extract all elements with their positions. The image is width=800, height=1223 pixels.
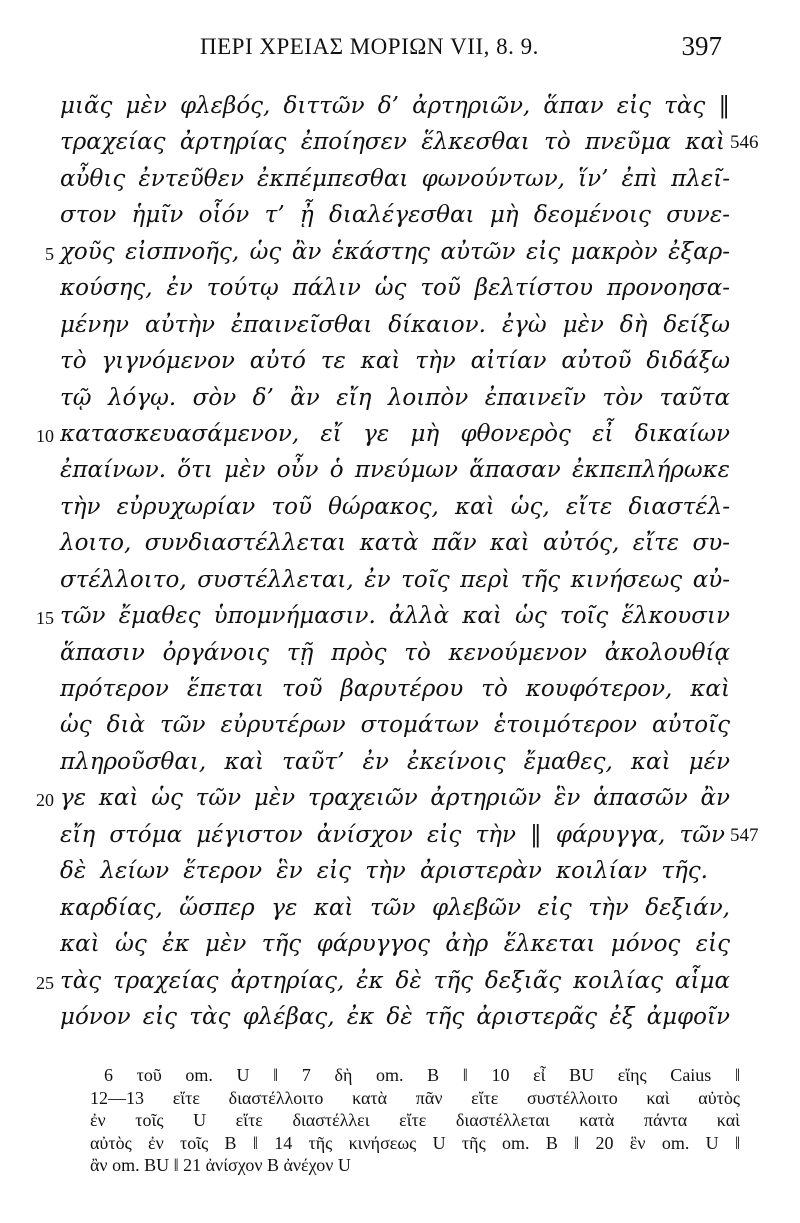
- line-number: 25: [36, 972, 54, 993]
- line-text: τὸ γιγνόμενον αὐτό τε καὶ τὴν αἰτίαν αὐτοῦ διδάξω: [60, 348, 730, 375]
- text-line: [0, 635, 800, 671]
- line-text: λοιτο, συνδιαστέλλεται κατὰ πᾶν καὶ αὐτός, εἴτε συ-: [60, 530, 730, 557]
- text-line: [0, 926, 800, 962]
- line-text: τραχείας ἀρτηρίας ἐποίησεν ἕλκεσθαι τὸ πνεῦμα καὶ: [60, 129, 725, 156]
- line-text: τὰς τραχείας ἀρτηρίας, ἐκ δὲ τῆς δεξιᾶς κοιλίας αἷμα: [60, 967, 730, 994]
- line-text: καρδίας, ὥσπερ γε καὶ τῶν φλεβῶν εἰς τὴν δεξιάν,: [60, 894, 730, 921]
- text-line: [0, 452, 800, 488]
- line-number: 5: [45, 243, 54, 264]
- line-text: ἅπασιν ὀργάνοις τῇ πρὸς τὸ κενούμενον ἀκολουθίᾳ: [60, 639, 730, 666]
- apparatus-line: [0, 1087, 800, 1110]
- page-number: 397: [681, 31, 722, 61]
- margin-reference: 546: [730, 132, 759, 154]
- line-text: μένην αὐτὴν ἐπαινεῖσθαι δίκαιον. ἐγὼ μὲν δὴ δείξω: [60, 311, 730, 338]
- apparatus-line: [0, 1109, 800, 1132]
- page-header: [60, 31, 750, 74]
- apparatus-text: ἐν τοῖς U εἴτε διαστέλλει εἴτε διαστέλλεται κατὰ πάντα καὶ: [90, 1110, 740, 1130]
- line-text: καὶ ὡς ἐκ μὲν τῆς φάρυγγος ἀὴρ ἕλκεται μόνος εἰς: [60, 931, 730, 958]
- text-line: [0, 124, 800, 160]
- apparatus-text: αὐτὸς ἐν τοῖς B ‖ 14 τῆς κινήσεως U τῆς om. B ‖ 20 ἓν om. U ‖: [90, 1132, 740, 1153]
- line-text: ἐπαίνων. ὅτι μὲν οὖν ὁ πνεύμων ἅπασαν ἐκπεπλήρωκε: [60, 457, 730, 484]
- margin-reference: 547: [730, 824, 759, 846]
- text-line: [0, 234, 800, 270]
- line-text: τῷ λόγῳ. σὸν δ’ ἂν εἴη λοιπὸν ἐπαινεῖν τὸν ταῦτα: [60, 384, 730, 411]
- main-text: [0, 88, 800, 1035]
- line-text: μόνον εἰς τὰς φλέβας, ἐκ δὲ τῆς ἀριστερᾶς ἐξ ἀμφοῖν: [60, 1003, 730, 1030]
- line-text: στον ἡμῖν οἷόν τ’ ᾖ διαλέγεσθαι μὴ δεομένοις συνε-: [60, 202, 730, 229]
- text-line: [0, 890, 800, 926]
- text-line: [0, 88, 800, 124]
- line-text: εἴη στόμα μέγιστον ἀνίσχον εἰς τὴν ‖ φάρυγγα, τῶν: [60, 821, 725, 848]
- line-text: πρότερον ἕπεται τοῦ βαρυτέρου τὸ κουφότερον, καὶ: [60, 676, 730, 702]
- line-text: κατασκευασάμενον, εἴ γε μὴ φθονερὸς εἶ δικαίων: [60, 420, 730, 447]
- text-line: [0, 853, 800, 889]
- text-line: [0, 489, 800, 525]
- line-text: ὡς διὰ τῶν εὐρυτέρων στομάτων ἑτοιμότερον αὐτοῖς: [60, 712, 730, 739]
- line-text: στέλλοιτο, συστέλλεται, ἐν τοῖς περὶ τῆς κινήσεως αὐ-: [60, 566, 730, 593]
- text-line: [0, 270, 800, 306]
- line-text: δὲ λείων ἕτερον ἓν εἰς τὴν ἀριστερὰν κοιλίαν τῆς.: [60, 858, 708, 885]
- line-number: 20: [36, 790, 54, 811]
- apparatus-line: [0, 1132, 800, 1155]
- line-number: 15: [36, 608, 54, 629]
- text-line: [0, 999, 800, 1035]
- line-text: τῶν ἔμαθες ὑπομνήμασιν. ἀλλὰ καὶ ὡς τοῖς ἕλκουσιν: [60, 603, 730, 630]
- apparatus-text: 12—13 εἴτε διαστέλλοιτο κατὰ πᾶν εἴτε συστέλλοιτο καὶ αὐτὸς: [90, 1087, 740, 1108]
- text-line: [0, 307, 800, 343]
- text-line: [0, 380, 800, 416]
- apparatus-line: [0, 1154, 800, 1177]
- text-line: [0, 197, 800, 233]
- text-line: [0, 707, 800, 743]
- apparatus-text: ἂν om. BU ‖ 21 ἀνίσχον B ἀνέχον U: [90, 1155, 351, 1175]
- text-line: [0, 161, 800, 197]
- line-text: πληροῦσθαι, καὶ ταῦτ’ ἐν ἐκείνοις ἔμαθες, καὶ μέν: [60, 748, 730, 775]
- text-line: [0, 598, 800, 634]
- text-line: [0, 744, 800, 780]
- running-head: ΠΕΡΙ ΧΡΕΙΑΣ ΜΟΡΙΩΝ VII, 8. 9.: [200, 34, 539, 59]
- text-line: [0, 525, 800, 561]
- line-number: 10: [36, 425, 54, 446]
- line-text: γε καὶ ὡς τῶν μὲν τραχειῶν ἀρτηριῶν ἓν ἁπασῶν ἂν: [60, 785, 730, 812]
- text-line: [0, 817, 800, 853]
- text-line: [0, 780, 800, 816]
- text-line: [0, 963, 800, 999]
- line-text: μιᾶς μὲν φλεβός, διττῶν δ’ ἀρτηριῶν, ἅπαν εἰς τὰς ‖: [60, 93, 730, 119]
- text-line: [0, 416, 800, 452]
- text-line: [0, 343, 800, 379]
- apparatus-line: [0, 1064, 800, 1087]
- line-text: χοῦς εἰσπνοῆς, ὡς ἂν ἑκάστης αὐτῶν εἰς μακρὸν ἐξαρ-: [60, 238, 730, 265]
- text-line: [0, 562, 800, 598]
- critical-apparatus: [0, 1064, 800, 1177]
- line-text: τὴν εὐρυχωρίαν τοῦ θώρακος, καὶ ὡς, εἴτε διαστέλ-: [60, 493, 730, 520]
- apparatus-text: 6 τοῦ om. U ‖ 7 δὴ om. B ‖ 10 εἶ BU εἴης Caius ‖: [104, 1065, 740, 1085]
- line-text: κούσης, ἐν τούτῳ πάλιν ὡς τοῦ βελτίστου προνοησα-: [60, 275, 730, 302]
- text-line: [0, 671, 800, 707]
- line-text: αὖθις ἐντεῦθεν ἐκπέμπεσθαι φωνούντων, ἵν’ ἐπὶ πλεῖ-: [60, 165, 730, 192]
